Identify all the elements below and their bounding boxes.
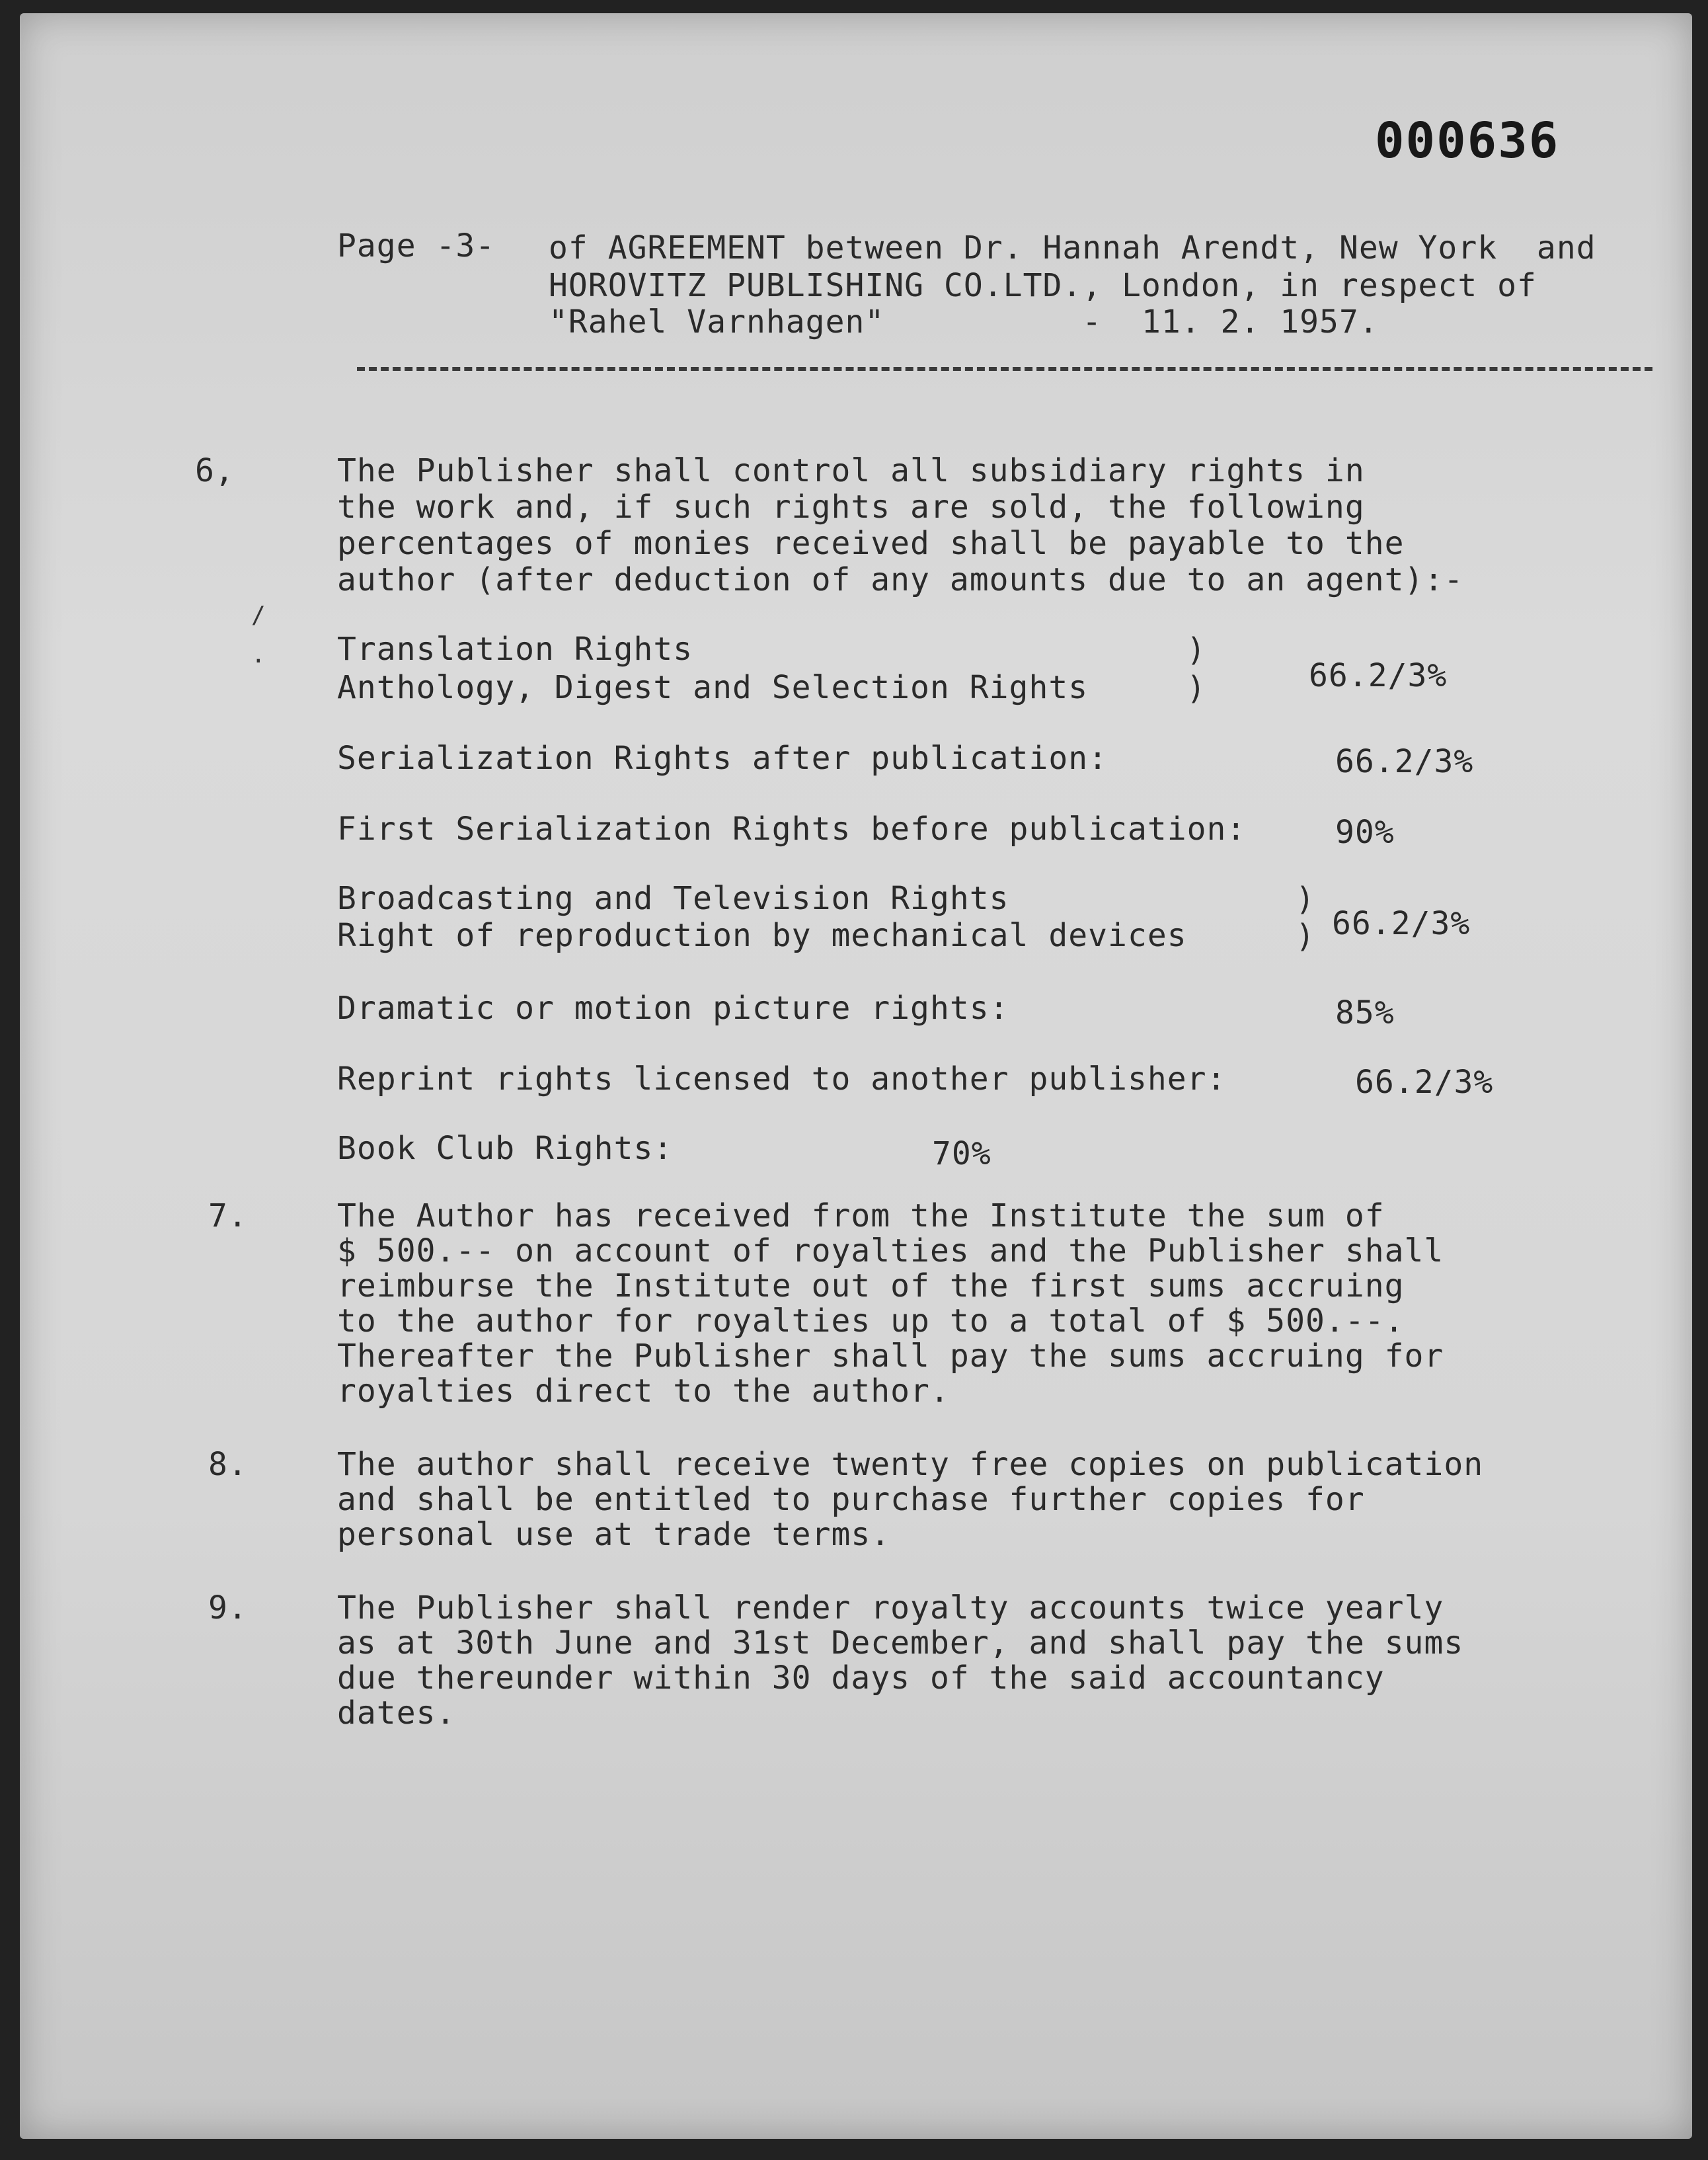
bracket-bottom: ): [1186, 670, 1206, 707]
book-club-percentage: 70%: [932, 1135, 991, 1172]
serialization-rights: Serialization Rights after publication:: [337, 740, 1108, 777]
bracket-top: ): [1186, 631, 1206, 668]
reprint-percentage: 66.2/3%: [1355, 1064, 1494, 1101]
clause-9-line-2: as at 30th June and 31st December, and shall pay the sums: [337, 1624, 1464, 1661]
clause-7-line-2: $ 500.-- on account of royalties and the Publisher shall: [337, 1232, 1444, 1269]
translation-percentage: 66.2/3%: [1309, 657, 1448, 694]
reprint-rights: Reprint rights licensed to another publisher:: [337, 1060, 1227, 1098]
first-serialization-percentage: 90%: [1335, 814, 1395, 851]
clause-8-line-2: and shall be entitled to purchase further copies for: [337, 1481, 1365, 1518]
header-divider: [357, 367, 1652, 371]
book-club-rights: Book Club Rights:: [337, 1130, 674, 1167]
bracket-top-2: ): [1296, 881, 1315, 918]
clause-6-line-3: percentages of monies received shall be payable to the: [337, 525, 1405, 562]
clause-9-line-4: dates.: [337, 1695, 456, 1732]
reproduction-rights: Right of reproduction by mechanical devices: [337, 917, 1187, 954]
margin-dot: .: [251, 641, 266, 668]
dramatic-rights: Dramatic or motion picture rights:: [337, 990, 1009, 1027]
bracket-bottom-2: ): [1296, 918, 1315, 955]
clause-7-line-3: reimburse the Institute out of the first sums accruing: [337, 1267, 1405, 1304]
clause-8-number: 8.: [208, 1446, 248, 1483]
translation-rights: Translation Rights: [337, 631, 693, 668]
header-line-2: HOROVITZ PUBLISHING CO.LTD., London, in respect of: [549, 267, 1537, 304]
margin-mark: /: [251, 602, 266, 629]
serialization-percentage: 66.2/3%: [1335, 743, 1474, 780]
clause-7-number: 7.: [208, 1197, 248, 1234]
clause-6-line-2: the work and, if such rights are sold, the following: [337, 489, 1365, 526]
broadcasting-rights: Broadcasting and Television Rights: [337, 880, 1009, 917]
clause-7-line-5: Thereafter the Publisher shall pay the sums accruing for: [337, 1338, 1444, 1375]
clause-9-line-3: due thereunder within 30 days of the said accountancy: [337, 1660, 1385, 1697]
clause-6-line-4: author (after deduction of any amounts due to an agent):-: [337, 561, 1464, 598]
clause-6-number: 6,: [195, 452, 235, 489]
anthology-rights: Anthology, Digest and Selection Rights: [337, 669, 1089, 706]
page-label: Page -3-: [337, 227, 496, 264]
clause-6-line-1: The Publisher shall control all subsidiary rights in: [337, 452, 1365, 489]
clause-8-line-1: The author shall receive twenty free copies on publication: [337, 1446, 1484, 1483]
broadcasting-percentage: 66.2/3%: [1332, 905, 1471, 942]
clause-9-line-1: The Publisher shall render royalty accounts twice yearly: [337, 1589, 1444, 1626]
document-page: [20, 13, 1692, 2139]
dramatic-percentage: 85%: [1335, 994, 1395, 1031]
clause-7-line-4: to the author for royalties up to a total of $ 500.--.: [337, 1302, 1405, 1340]
clause-9-number: 9.: [208, 1589, 248, 1626]
document-number: 000636: [1375, 112, 1560, 169]
clause-8-line-3: personal use at trade terms.: [337, 1516, 891, 1553]
header-line-3: "Rahel Varnhagen" - 11. 2. 1957.: [549, 303, 1379, 340]
clause-7-line-6: royalties direct to the author.: [337, 1373, 950, 1410]
first-serialization-rights: First Serialization Rights before publication:: [337, 811, 1247, 848]
header-line-1: of AGREEMENT between Dr. Hannah Arendt, New York and: [549, 229, 1596, 266]
clause-7-line-1: The Author has received from the Institute the sum of: [337, 1197, 1385, 1234]
